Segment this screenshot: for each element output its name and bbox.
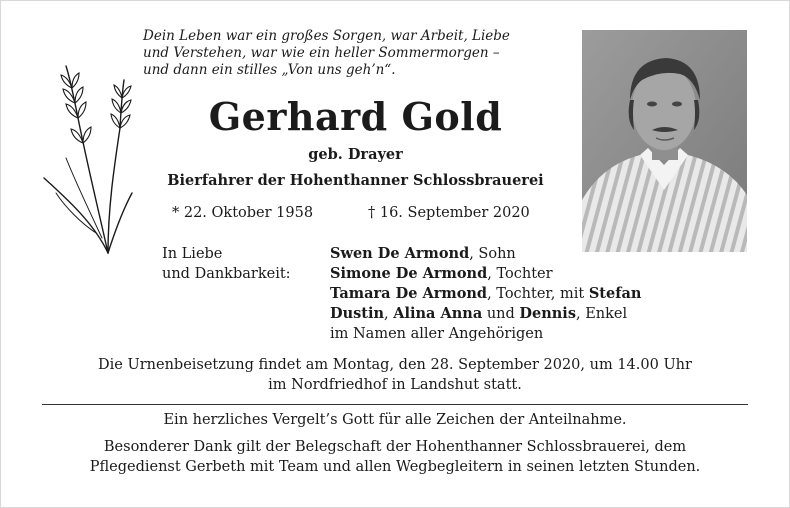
- mourner-row: Tamara De Armond, Tochter, mit Stefan: [330, 285, 642, 302]
- mourner-row: Swen De Armond, Sohn: [330, 245, 516, 262]
- quote-line: Dein Leben war ein großes Sorgen, war Arbeit, Liebe: [143, 28, 510, 44]
- funeral-info: [20, 355, 770, 395]
- memorial-quote: [143, 28, 583, 79]
- mourners-list: [330, 244, 641, 344]
- label-line: und Dankbarkeit:: [162, 266, 291, 282]
- mourners-label: [162, 244, 291, 284]
- label-line: In Liebe: [162, 246, 223, 262]
- quote-line: und dann ein stilles „Von uns geh’n“.: [143, 62, 396, 78]
- occupation: Bierfahrer der Hohenthanner Schlossbrauerei: [167, 172, 544, 189]
- mourner-row: Simone De Armond, Tochter: [330, 265, 553, 282]
- death-date: † 16. September 2020: [368, 205, 530, 221]
- thanks-line: Ein herzliches Vergelt’s Gott für alle Zeichen der Anteilnahme.: [163, 412, 627, 428]
- birth-name: geb. Drayer: [308, 146, 403, 163]
- wheat-icon: [36, 58, 136, 258]
- portrait-photo: [582, 30, 747, 252]
- portrait-illustration: [582, 30, 747, 252]
- thanks-line: Besonderer Dank gilt der Belegschaft der Hohenthanner Schlossbrauerei, dem: [103, 439, 687, 455]
- mourner-row: im Namen aller Angehörigen: [330, 326, 544, 342]
- funeral-line: Die Urnenbeisetzung findet am Montag, den 28. September 2020, um 14.00 Uhr: [98, 357, 692, 373]
- thanks-line: Pflegedienst Gerbeth mit Team und allen Wegbegleitern in seinen letzten Stunden.: [89, 459, 701, 475]
- deceased-name: Gerhard Gold: [208, 94, 503, 139]
- quote-line: und Verstehen, war wie ein heller Sommermorgen –: [143, 45, 500, 61]
- mourner-row: Dustin, Alina Anna und Dennis, Enkel: [330, 305, 628, 322]
- divider: [42, 404, 748, 405]
- special-thanks: [20, 437, 770, 477]
- birth-date: * 22. Oktober 1958: [172, 205, 314, 221]
- funeral-line: im Nordfriedhof in Landshut statt.: [268, 377, 522, 393]
